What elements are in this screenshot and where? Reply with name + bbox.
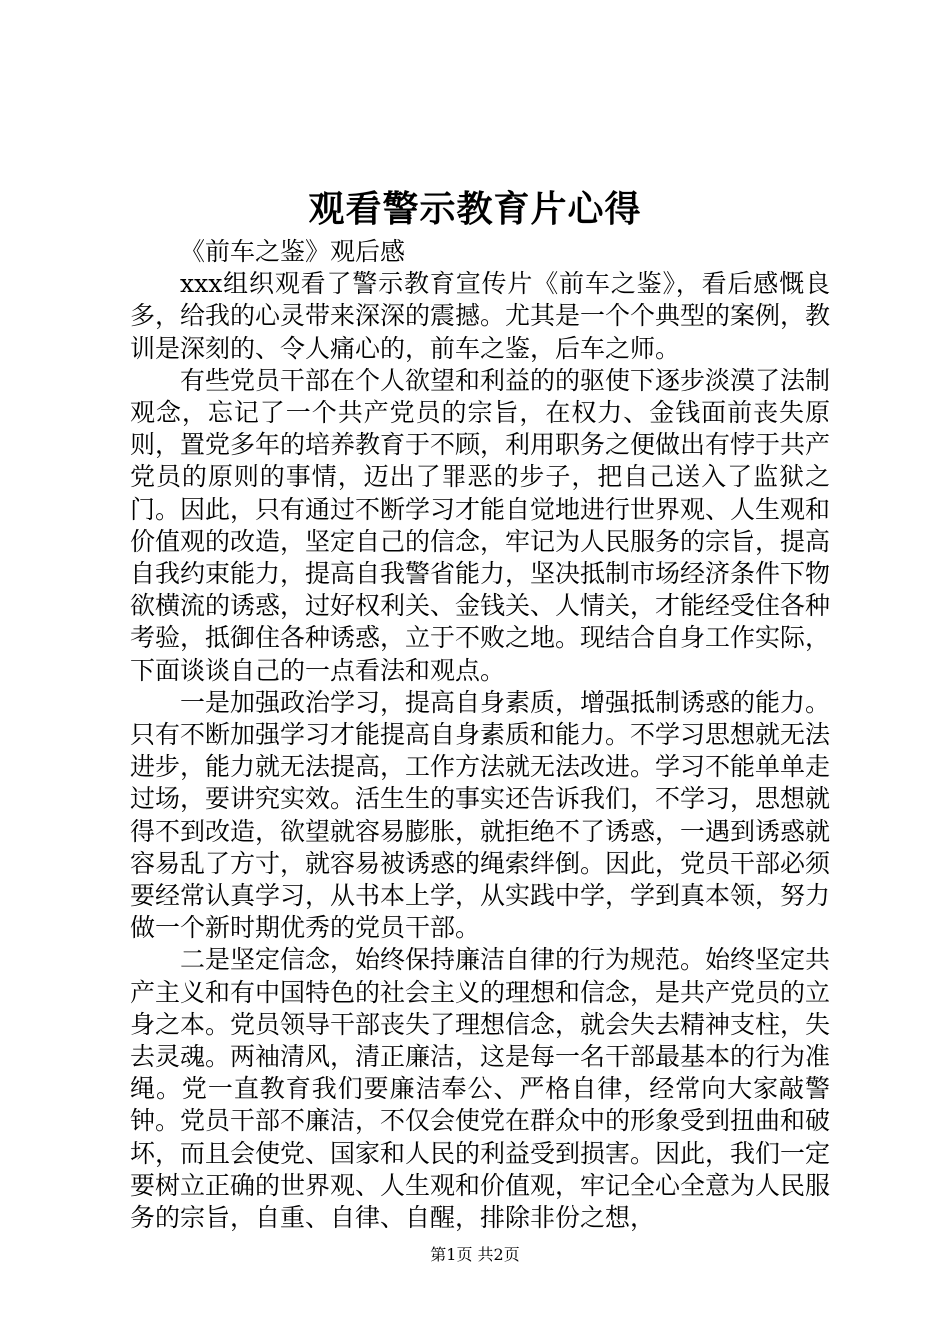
page-footer: 第1页 共2页 (430, 1245, 520, 1264)
paragraph-reflection: 有些党员干部在个人欲望和利益的的驱使下逐步淡漠了法制观念，忘记了一个共产党员的宗旨，在权力、金钱面前丧失原则，置党多年的培养教育于不顾，利用职务之便做出有悖于共产党员的原则的事情，迈出了罪恶的步子，把自己送入了监狱之门。因此，只有通过不断学习才能自觉地进行世界观、人生观和价值观的改造，坚定自己的信念，牢记为人民服务的宗旨，提高自我约束能力，提高自我警省能力，坚决抵制市场经济条件下物欲横流的诱惑，过好权利关、金钱关、人情关，才能经受住各种考验，抵御住各种诱惑，立于不败之地。现结合自身工作实际，下面谈谈自己的一点看法和观点。 (130, 365, 831, 685)
paragraph-point-one: 一是加强政治学习，提高自身素质，增强抵制诱惑的能力。只有不断加强学习才能提高自身素质和能力。不学习思想就无法进步，能力就无法提高，工作方法就无法改进。学习不能单单走过场，要讲究实效。活生生的事实还告诉我们，不学习，思想就得不到改造，欲望就容易膨胀，就拒绝不了诱惑，一遇到诱惑就容易乱了方寸，就容易被诱惑的绳索绊倒。因此，党员干部必须要经常认真学习，从书本上学，从实践中学，学到真本领，努力做一个新时期优秀的党员干部。 (130, 687, 831, 943)
paragraph-point-two: 二是坚定信念，始终保持廉洁自律的行为规范。始终坚定共产主义和有中国特色的社会主义的理想和信念，是共产党员的立身之本。党员领导干部丧失了理想信念，就会失去精神支柱，失去灵魂。两袖清风，清正廉洁，这是每一名干部最基本的行为准绳。党一直教育我们要廉洁奉公、严格自律，经常向大家敲警钟。党员干部不廉洁，不仅会使党在群众中的形象受到扭曲和破坏，而且会使党、国家和人民的利益受到损害。因此，我们一定要树立正确的世界观、人生观和价值观，牢记全心全意为人民服务的宗旨，自重、自律、自醒，排除非份之想， (130, 945, 831, 1233)
paragraph-subtitle: 《前车之鉴》观后感 (180, 237, 406, 266)
paragraph-intro: xxx组织观看了警示教育宣传片《前车之鉴》，看后感慨良多，给我的心灵带来深深的震撼。尤其是一个个典型的案例，教训是深刻的、令人痛心的，前车之鉴，后车之师。 (130, 269, 831, 363)
document-body (130, 236, 830, 1234)
document-title: 观看警示教育片心得 (308, 188, 642, 230)
